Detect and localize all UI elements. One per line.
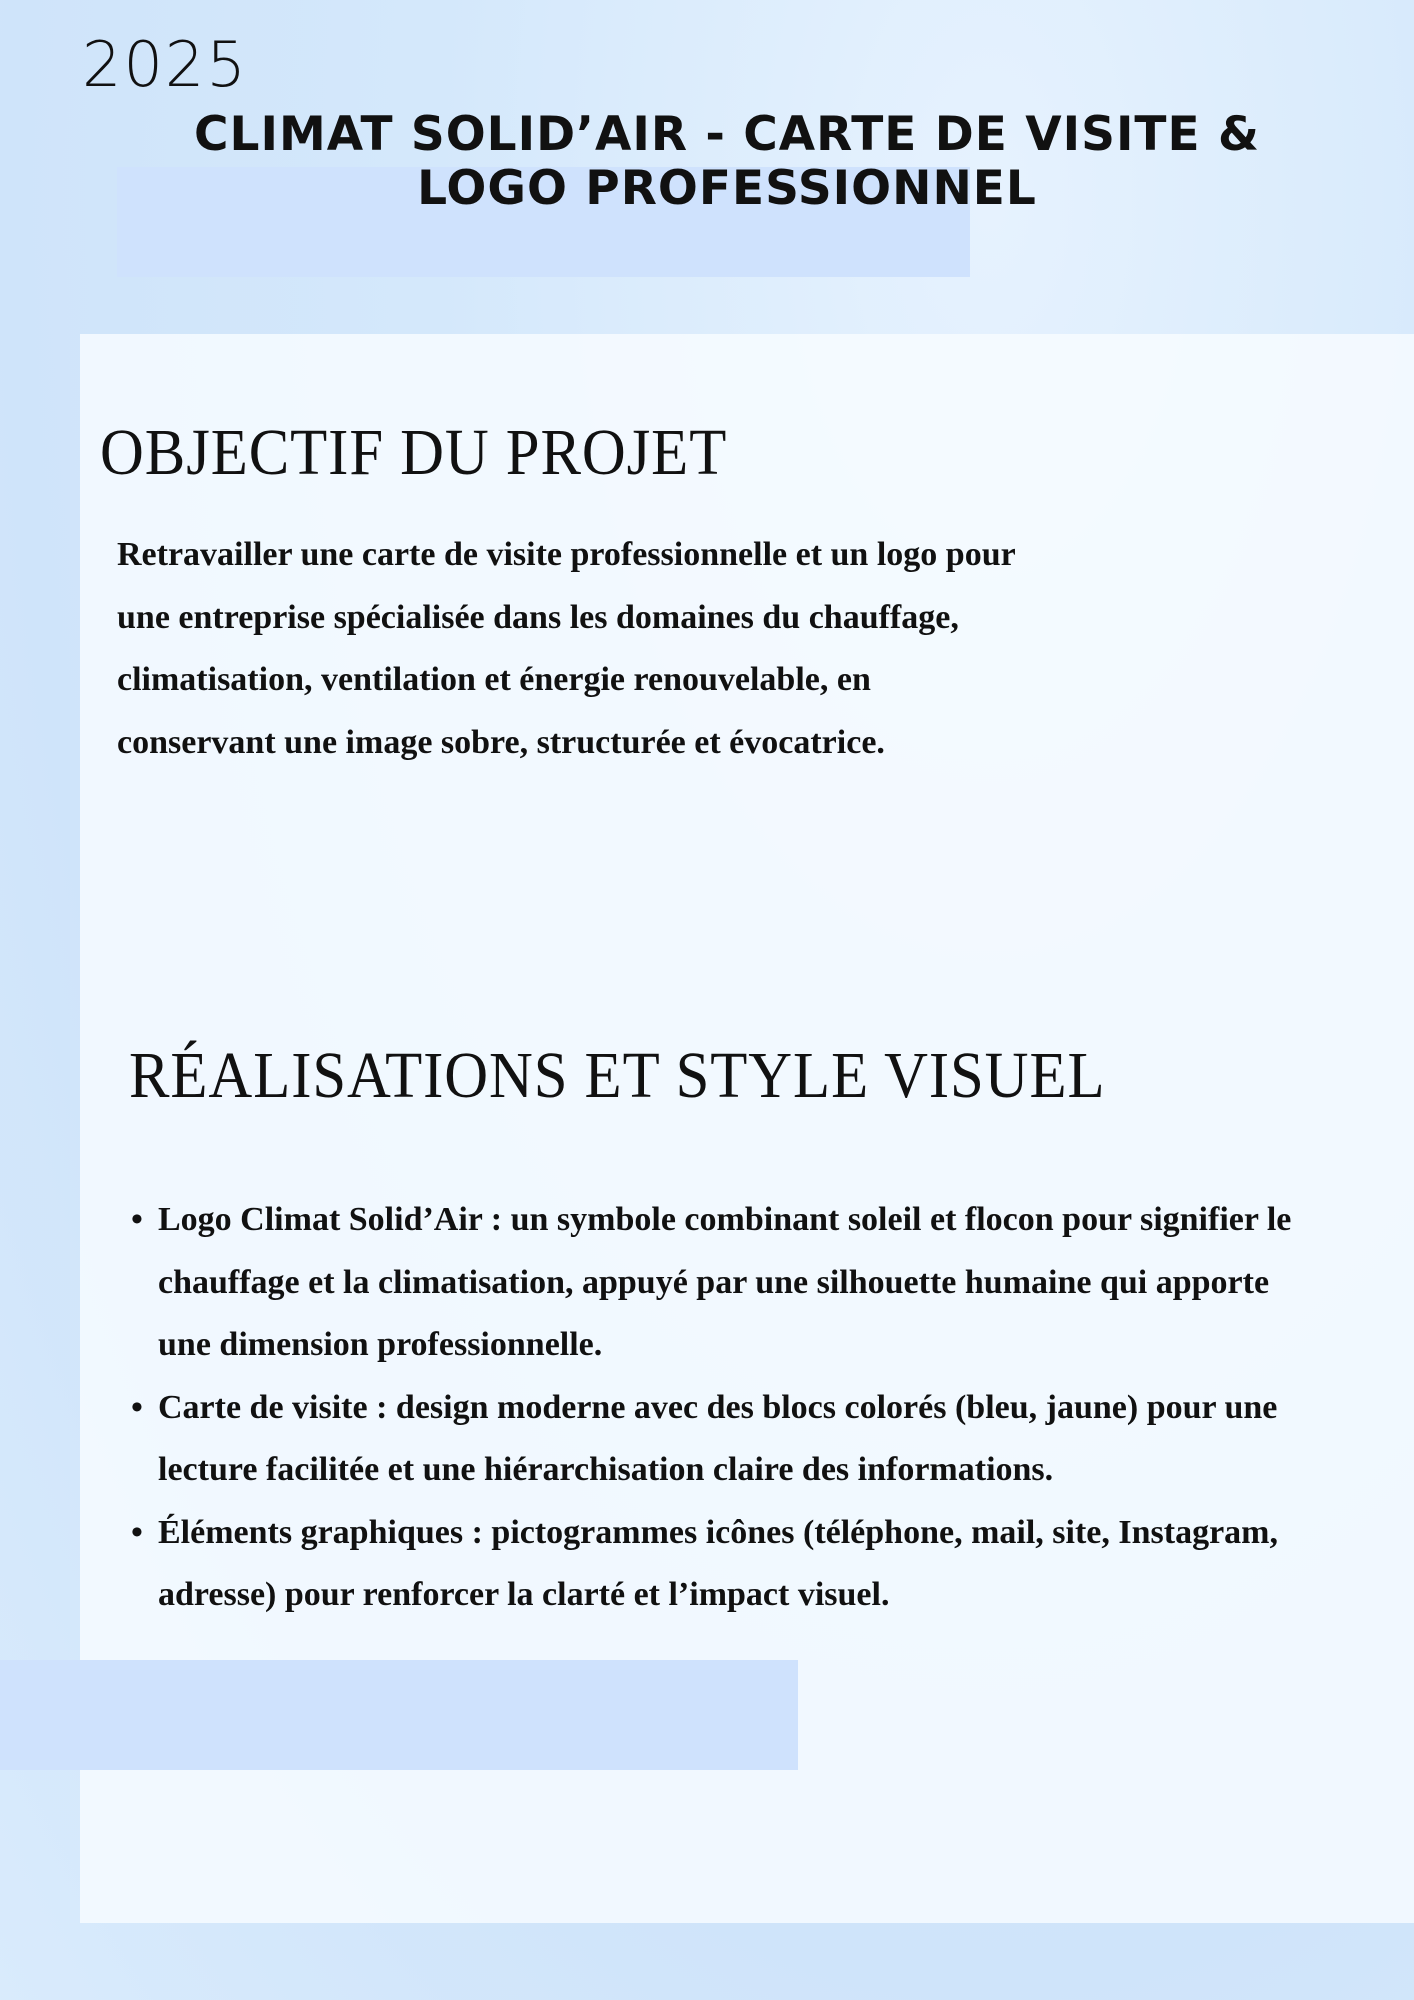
list-item: • Carte de visite : design moderne avec des blocs colorés (bleu, jaune) pour une lecture facilitée et une hiérarchisation claire des informations. [131,1377,1301,1502]
section-heading-realisations: RÉALISATIONS ET STYLE VISUEL [129,1039,1106,1112]
list-item: • Éléments graphiques : pictogrammes icônes (téléphone, mail, site, Instagram, adresse) pour renforcer la clarté et l’impact visuel. [131,1502,1301,1627]
page-title: CLIMAT SOLID’AIR - CARTE DE VISITE & LOGO PROFESSIONNEL [194,107,1260,216]
decorative-block-bottom [0,1660,798,1770]
bullet-icon: • [131,1388,143,1426]
bullet-icon: • [131,1513,143,1551]
section-heading-objectif: OBJECTIF DU PROJET [100,416,728,489]
realisations-list [131,1189,1301,1627]
year-label: 2025 [82,28,248,101]
bullet-icon: • [131,1201,143,1238]
list-item: • Logo Climat Solid’Air : un symbole combinant soleil et flocon pour signifier le chauffage et la climatisation, appuyé par une silhouette humaine qui apporte une dimension professionnelle. [131,1189,1301,1377]
objectif-text: Retravailler une carte de visite professionnelle et un logo pour une entreprise spécialisée dans les domaines du chauffage, climatisation, ventilation et énergie renouvelable, en conservant une image sobre, structurée et évocatrice. [117,536,1016,761]
